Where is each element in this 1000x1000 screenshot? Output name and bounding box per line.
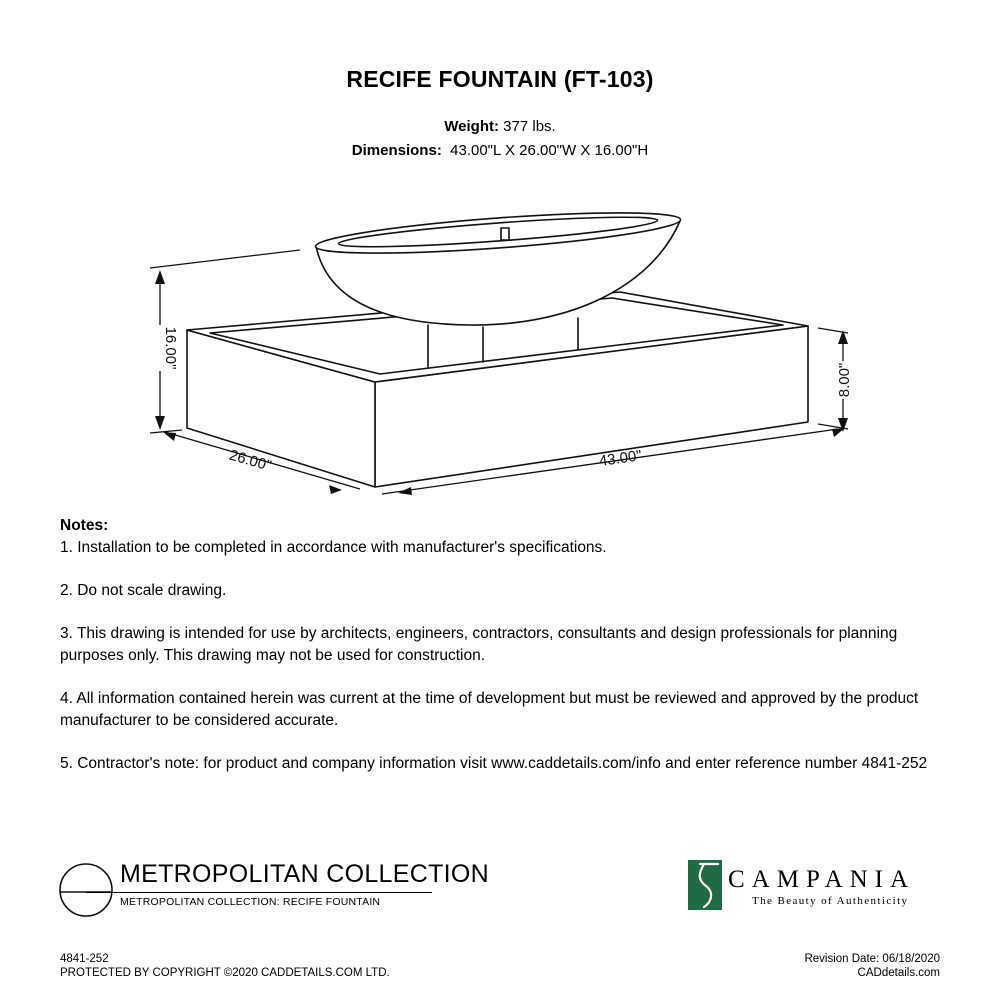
dim-label-height-basin: 8.00" xyxy=(836,362,853,398)
note-item: 2. Do not scale drawing. xyxy=(60,582,227,599)
weight-value: 377 lbs. xyxy=(499,118,556,135)
brand-name: CAMPANIA xyxy=(728,866,916,893)
collection-title: METROPOLITAN COLLECTION xyxy=(120,860,489,888)
copyright-notice: PROTECTED BY COPYRIGHT ©2020 CADDETAILS.COM LTD. xyxy=(60,967,390,979)
footer-left xyxy=(60,952,390,980)
dimensions-value: 43.00"L X 26.00"W X 16.00"H xyxy=(441,142,649,159)
weight-spec xyxy=(0,118,1000,135)
site-link: CADdetails.com xyxy=(857,967,940,979)
dim-label-length: 43.00" xyxy=(597,447,643,470)
dimensions-label: Dimensions: xyxy=(351,142,442,159)
notes-section xyxy=(60,515,940,796)
collection-subtitle: METROPOLITAN COLLECTION: RECIFE FOUNTAIN xyxy=(120,896,381,908)
arrow-length-right xyxy=(832,428,845,437)
notes-heading: Notes: xyxy=(60,517,109,534)
bowl-spout xyxy=(501,228,509,240)
collection-divider xyxy=(86,892,432,893)
dim-label-width: 26.00" xyxy=(227,446,274,475)
fountain-drawing xyxy=(0,190,1000,520)
weight-label: Weight: xyxy=(444,118,499,135)
reference-number: 4841-252 xyxy=(60,953,109,965)
extension-line-top xyxy=(150,250,300,268)
note-item: 3. This drawing is intended for use by architects, engineers, contractors, consultants and design professionals for planning purposes only. This drawing may not be used for construction. xyxy=(60,625,898,664)
dim-label-height-total: 16.00" xyxy=(162,326,179,370)
brand-tagline: The Beauty of Authenticity xyxy=(752,895,909,907)
note-item: 4. All information contained herein was current at the time of development but must be reviewed and approved by the product manufacturer to be considered accurate. xyxy=(60,690,919,729)
arrow-width-right xyxy=(329,485,342,494)
arrow-height-bottom xyxy=(155,416,165,430)
dimensions-spec xyxy=(0,142,1000,159)
note-item: 5. Contractor's note: for product and company information visit www.caddetails.com/info and enter reference number 4841-252 xyxy=(60,755,928,772)
arrow-height-top xyxy=(155,270,165,284)
footer-right xyxy=(804,952,940,980)
urn-mark-icon xyxy=(688,860,722,910)
revision-date: Revision Date: 06/18/2020 xyxy=(804,953,940,965)
circle-split-icon xyxy=(58,862,114,918)
arrow-width-left xyxy=(163,432,176,441)
note-item: 1. Installation to be completed in accordance with manufacturer's specifications. xyxy=(60,539,607,556)
drawing-title: RECIFE FOUNTAIN (FT-103) xyxy=(346,66,654,92)
